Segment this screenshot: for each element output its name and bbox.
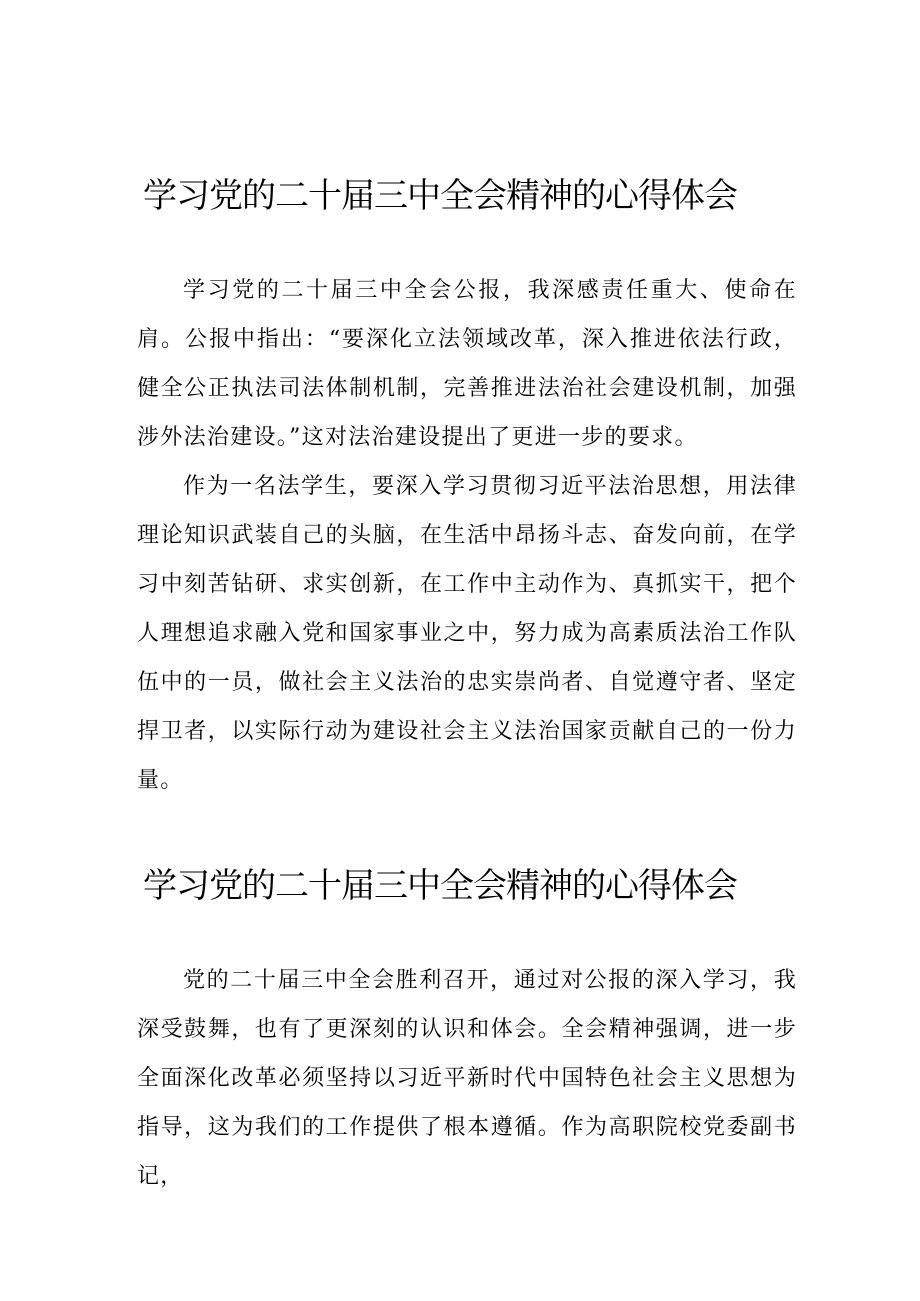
section-2-body bbox=[137, 956, 797, 1201]
section-1-paragraph-2: 作为一名法学生，要深入学习贯彻习近平法治思想，用法律理论知识武装自己的头脑，在生活中昂扬斗志、奋发向前，在学习中刻苦钻研、求实创新，在工作中主动作为、真抓实干，把个人理想追求融入党和国家事业之中，努力成为高素质法治工作队伍中的一员，做社会主义法治的忠实崇尚者、自觉遵守者、坚定捍卫者，以实际行动为建设社会主义法治国家贡献自己的一份力量。 bbox=[137, 474, 797, 793]
section-1-body bbox=[137, 266, 797, 805]
section-2-paragraph-1: 党的二十届三中全会胜利召开，通过对公报的深入学习，我深受鼓舞，也有了更深刻的认识和体会。全会精神强调，进一步全面深化改革必须坚持以习近平新时代中国特色社会主义思想为指导，这为我们的工作提供了根本遵循。作为高职院校党委副书记， bbox=[137, 968, 797, 1189]
section-1-paragraph-1: 学习党的二十届三中全会公报，我深感责任重大、使命在肩。公报中指出：“要深化立法领域改革，深入推进依法行政，健全公正执法司法体制机制，完善推进法治社会建设机制，加强涉外法治建设。”这对法治建设提出了更进一步的要求。 bbox=[137, 278, 797, 450]
section-2-title: 学习党的二十届三中全会精神的心得体会 bbox=[143, 866, 737, 906]
section-1-title: 学习党的二十届三中全会精神的心得体会 bbox=[143, 176, 737, 216]
